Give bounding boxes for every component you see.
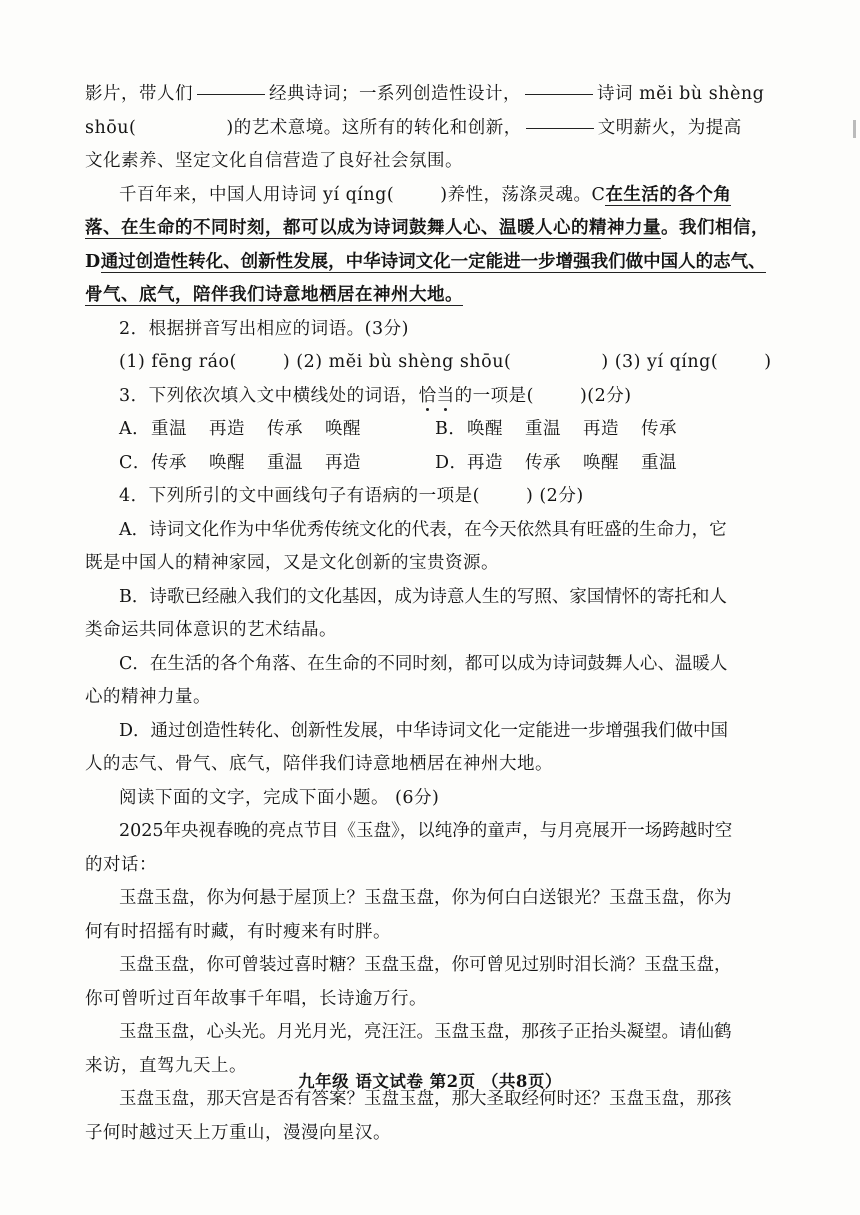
question-4-option-a: A．诗词文化作为中华优秀传统文化的代表，在今天依然具有旺盛的生命力，它 xyxy=(119,519,727,540)
question-4-option-a: 既是中国人的精神家园，又是文化创新的宝贵资源。 xyxy=(85,553,499,573)
poem-stanza: 玉盘玉盘，心头光。月光月光，亮汪汪。玉盘玉盘，那孩子正抬头凝望。请仙鹤 xyxy=(119,1022,732,1042)
question-2-items: (1) fēng ráo( ) (2) mĕi bù shèng shōu( ) (3) yí qíng( ) xyxy=(119,352,772,372)
underlined-sentence-c: 落、在生命的不同时刻，都可以成为诗词鼓舞人心、温暖人心的精神力量 xyxy=(85,218,661,238)
fill-blank-3[interactable] xyxy=(526,127,594,129)
passage-line: 落、在生命的不同时刻，都可以成为诗词鼓舞人心、温暖人心的精神力量。我们相信， xyxy=(85,218,769,238)
poem-stanza: 你可曾听过百年故事千年唱，长诗逾万行。 xyxy=(85,988,427,1009)
fill-blank-1[interactable] xyxy=(197,93,265,95)
poem-stanza: 玉盘玉盘，你为何悬于屋顶上？玉盘玉盘，你为何白白送银光？玉盘玉盘，你为 xyxy=(119,888,732,908)
poem-stanza: 子何时越过天上万重山，漫漫向星汉。 xyxy=(85,1122,391,1143)
reading-paragraph: 的对话： xyxy=(85,854,157,875)
poem-stanza: 玉盘玉盘，那天宫是否有答案？玉盘玉盘，那大圣取经何时还？玉盘玉盘，那孩 xyxy=(119,1089,732,1109)
reading-paragraph: 2025年央视春晚的亮点节目《玉盘》，以纯净的童声，与月亮展开一场跨越时空 xyxy=(119,821,733,841)
passage-line: 千百年来，中国人用诗词 yí qíng( )养性，荡涤灵魂。C在生活的各个角 xyxy=(119,184,732,205)
poem-stanza: 玉盘玉盘，你可曾装过喜时糖？玉盘玉盘，你可曾见过别时泪长淌？玉盘玉盘， xyxy=(119,955,732,975)
question-3-options-cd: C．传承 唤醒 重温 再造 D．再造 传承 唤醒 重温 xyxy=(119,452,677,473)
question-3-stem: 3．下列依次填入文中横线处的词语，恰当的一项是( )(2分) xyxy=(119,385,632,406)
question-4-stem: 4．下列所引的文中画线句子有语病的一项是( ) (2分) xyxy=(119,486,584,506)
passage-line: 文化素养、坚定文化自信营造了良好社会氛围。 xyxy=(85,151,463,171)
underlined-sentence-c: 在生活的各个角 xyxy=(605,184,732,205)
underlined-sentence-d: 通过创造性转化、创新性发展，中华诗词文化一定能进一步增强我们做中国人的志气、 xyxy=(100,251,766,272)
passage-line: 影片，带人们 经典诗词；一系列创造性设计， 诗词 mĕi bù shèng xyxy=(85,84,765,104)
underlined-sentence-d: 骨气、底气，陪伴我们诗意地栖居在神州大地。 xyxy=(85,285,463,305)
question-4-option-d: 人的志气、骨气、底气，陪伴我们诗意地栖居在神州大地。 xyxy=(85,754,553,774)
fill-blank-2[interactable] xyxy=(525,93,593,95)
passage-line: D通过创造性转化、创新性发展，中华诗词文化一定能进一步增强我们做中国人的志气、 xyxy=(85,251,766,272)
poem-stanza: 何有时招摇有时藏，有时瘦来有时胖。 xyxy=(85,921,391,942)
question-4-option-b: B．诗歌已经融入我们的文化基因，成为诗意人生的写照、家国情怀的寄托和人 xyxy=(119,586,727,607)
question-4-option-d: D．通过创造性转化、创新性发展，中华诗词文化一定能进一步增强我们做中国 xyxy=(119,720,729,741)
question-4-option-c: 心的精神力量。 xyxy=(85,687,211,707)
question-3-options-ab: A．重温 再造 传承 唤醒 B．唤醒 重温 再造 传承 xyxy=(119,419,677,439)
poem-stanza: 来访，直驾九天上。 xyxy=(85,1055,247,1076)
reading-intro: 阅读下面的文字，完成下面小题。 (6分) xyxy=(119,787,440,808)
exam-page-body xyxy=(85,78,772,1150)
passage-line xyxy=(85,279,757,313)
question-2-stem: 2．根据拼音写出相应的词语。(3分) xyxy=(119,318,409,339)
scan-edge-mark xyxy=(853,120,856,138)
page-footer: 九年级 语文试卷 第2页 （共8页） xyxy=(298,1072,562,1091)
question-4-option-c: C．在生活的各个角落、在生命的不同时刻，都可以成为诗词鼓舞人心、温暖人 xyxy=(119,653,728,674)
passage-line: shōu( )的艺术意境。这所有的转化和创新， 文明薪火，为提高 xyxy=(85,117,742,138)
question-4-option-b: 类命运共同体意识的艺术结晶。 xyxy=(85,620,337,640)
